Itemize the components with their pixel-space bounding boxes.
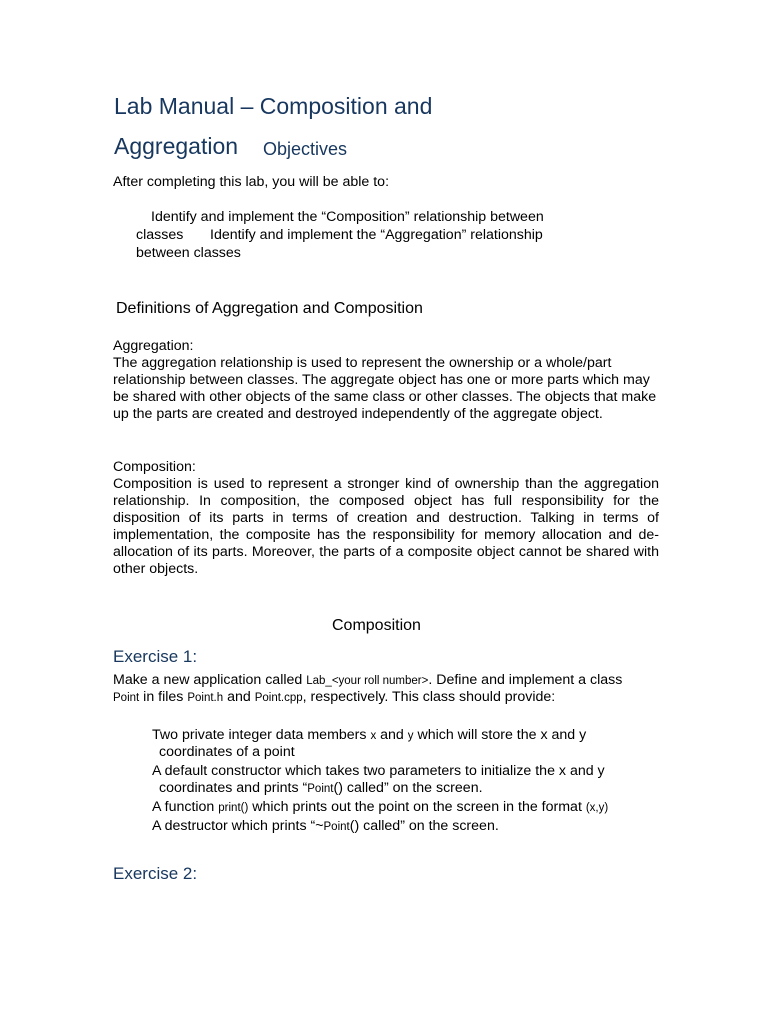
destructor-code: Point (323, 821, 350, 833)
print-code: print() (218, 802, 249, 814)
exercise-1-text-d: and (223, 689, 255, 705)
objectives-heading: Objectives (263, 139, 348, 159)
requirement-3-text: A function (152, 799, 219, 815)
composition-label: Composition: (113, 459, 196, 475)
requirement-1-text: Two private integer data members (152, 727, 371, 743)
point-code: Point (307, 783, 334, 795)
exercise-1-line-1 (113, 672, 622, 690)
intro-text: After completing this lab, you will be able to: (113, 174, 390, 190)
objective-item-2: Identify and implement the “Aggregation” relationship (210, 227, 543, 243)
exercise-1-text-a: Make a new application called (113, 672, 307, 688)
requirement-item-1 (152, 727, 586, 745)
exercise-1-line-2 (113, 689, 555, 707)
requirement-2-text: coordinates and prints “ (159, 780, 308, 796)
page-title-line1: Lab Manual – Composition and (114, 93, 433, 119)
class-name-code: Point (113, 692, 140, 704)
requirement-2-text-b: () called” on the screen. (333, 780, 483, 796)
requirement-item-3 (152, 799, 608, 817)
composition-paragraph: Composition is used to represent a stronger kind of ownership than the aggregation relationship. In composition, the composed object has full responsibility for the disposition of its parts in terms of creation and destruction. Talking in terms of implementation, the composite has the responsibility for memory allocation and de-allocation of its parts. Moreover, the parts of a composite object cannot be shared with other objects. (113, 476, 659, 577)
composition-section-heading: Composition (332, 617, 421, 634)
aggregation-label: Aggregation: (113, 338, 194, 354)
source-file-code: Point.cpp (254, 692, 303, 704)
aggregation-paragraph: The aggregation relationship is used to represent the ownership or a whole/part relationship between classes. The aggregate object has one or more parts which may be shared with other objects of the same class or other classes. The objects that make up the parts are created and destroyed independently of the aggregate object. (113, 355, 657, 422)
requirement-1-and: and (376, 727, 408, 743)
page-title-line2: Aggregation (114, 133, 239, 159)
exercise-1-text-c: in files (139, 689, 188, 705)
x-code: x (370, 730, 377, 742)
y-code: y (407, 730, 414, 742)
exercise-1-text-e: , respectively. This class should provide: (302, 689, 556, 705)
objective-line-3: between classes (136, 245, 241, 261)
definitions-heading: Definitions of Aggregation and Composition (116, 300, 423, 317)
objective-line-2-start: classes (136, 227, 184, 243)
exercise-2-heading: Exercise 2: (113, 864, 198, 883)
requirement-1-text-b: which will store the x and y (413, 727, 587, 743)
requirement-3-text-b: which prints out the point on the screen in the format (248, 799, 586, 815)
exercise-1-text-b: . Define and implement a class (428, 672, 623, 688)
format-code: (x,y) (585, 802, 609, 814)
header-file-code: Point.h (187, 692, 224, 704)
requirement-item-2: A default constructor which takes two parameters to initialize the x and y (152, 763, 605, 779)
requirement-item-4 (152, 818, 499, 836)
requirement-4-text-b: () called” on the screen. (349, 818, 499, 834)
requirement-item-2-cont (159, 780, 483, 798)
requirement-4-text: A destructor which prints “~ (152, 818, 324, 834)
requirement-item-1-cont: coordinates of a point (159, 744, 295, 760)
objective-item-1: Identify and implement the “Composition” relationship between (151, 209, 544, 225)
exercise-1-heading: Exercise 1: (113, 647, 198, 666)
roll-number-code: Lab_<your roll number> (306, 675, 429, 687)
